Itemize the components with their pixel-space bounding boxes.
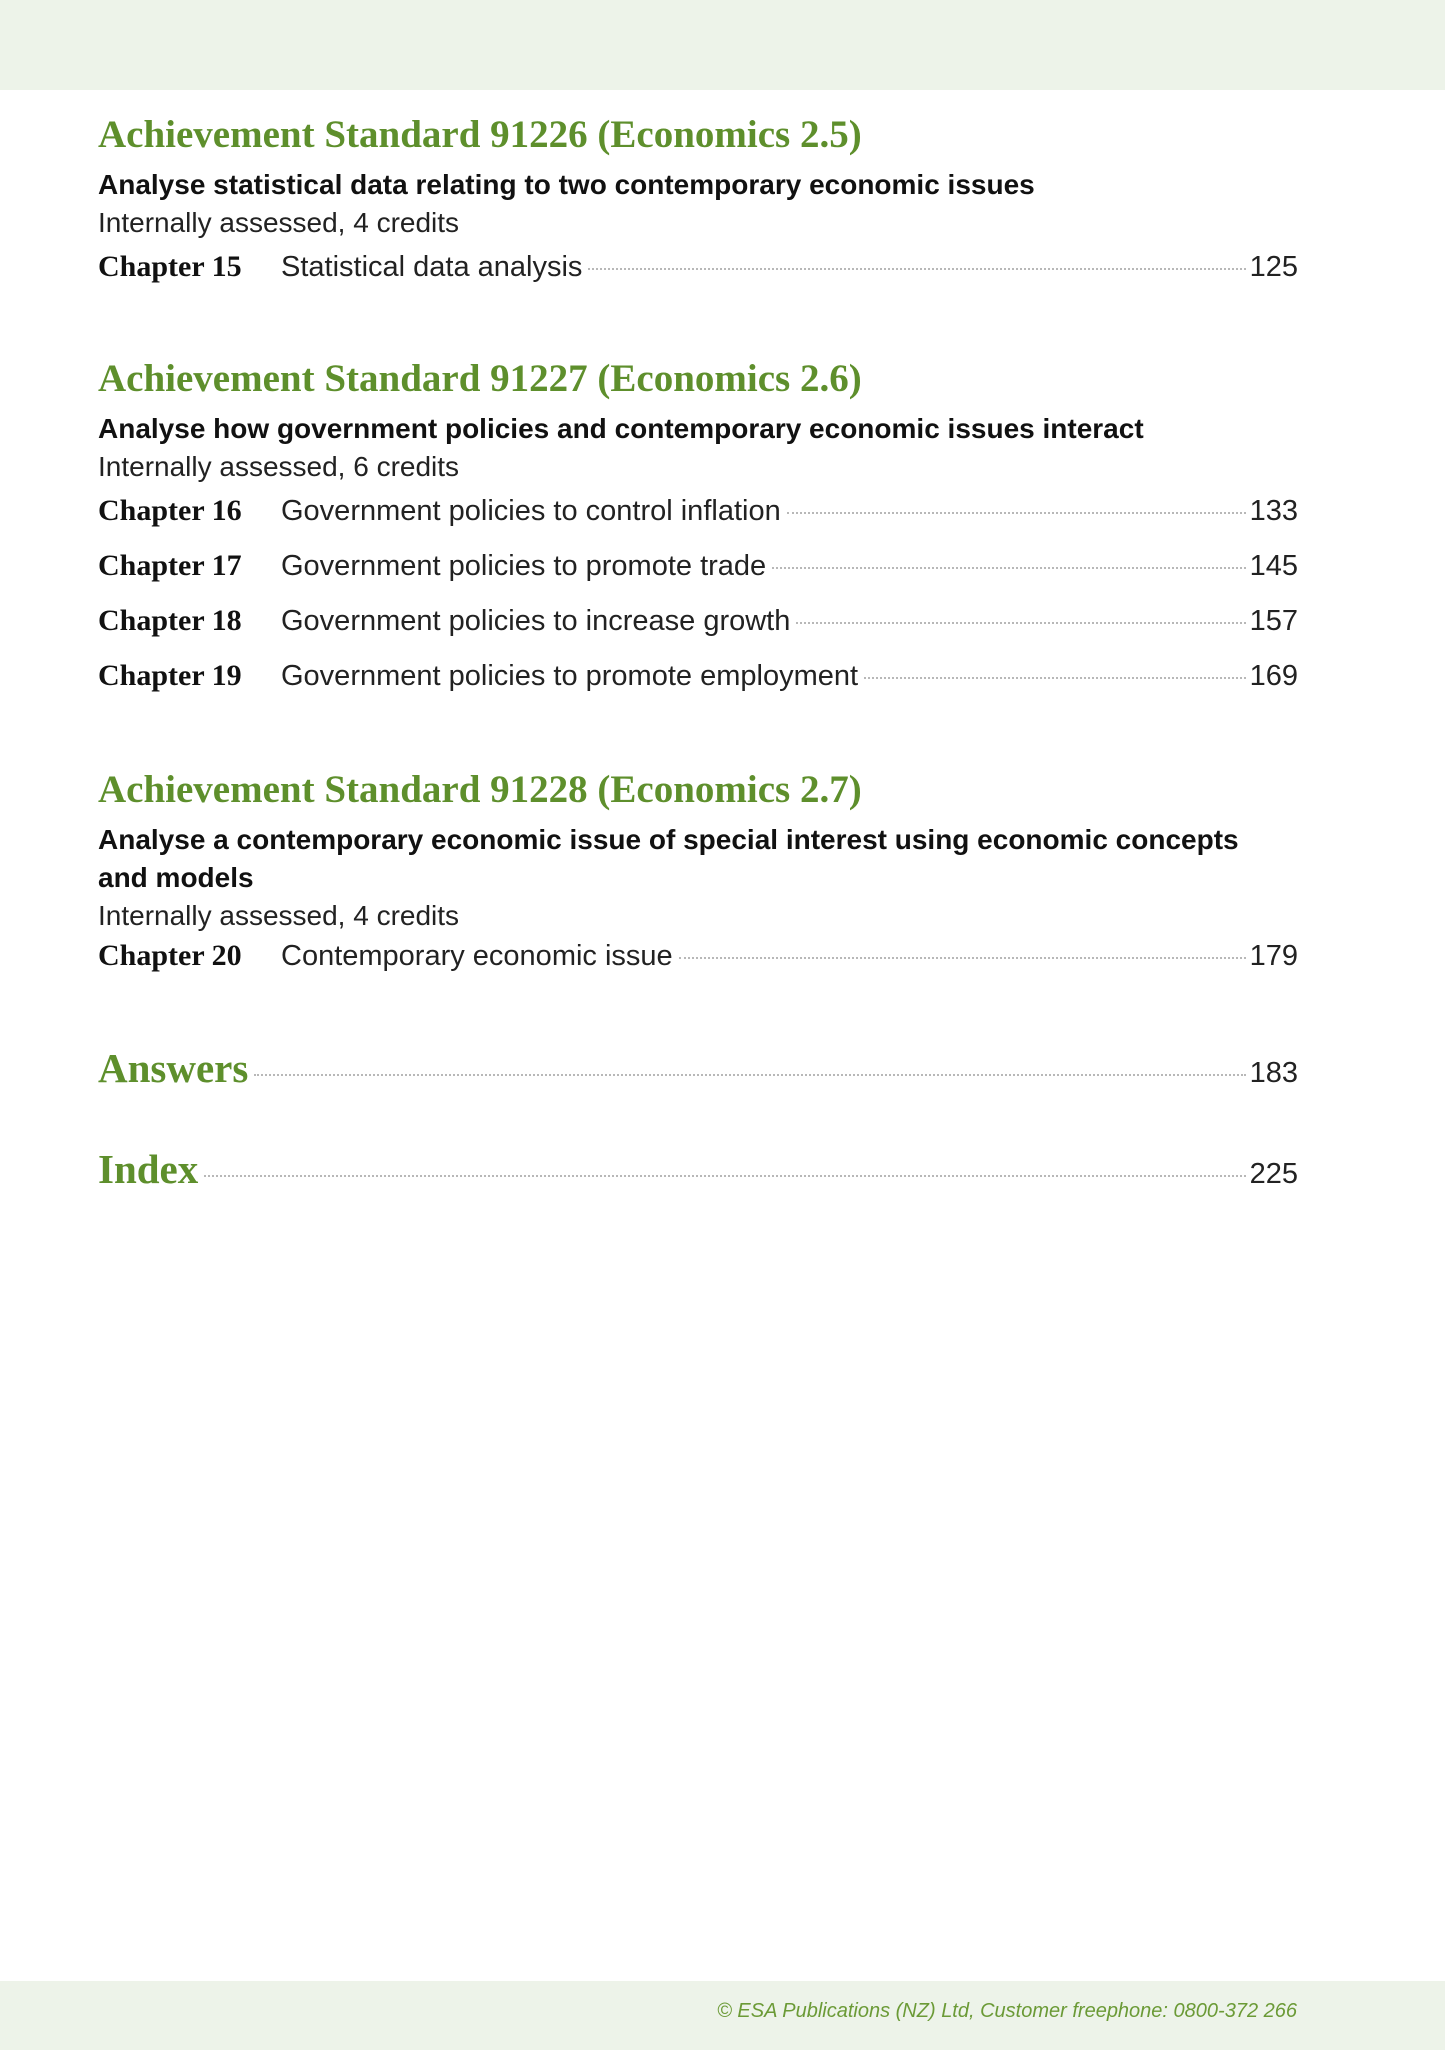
page-number: 179	[1249, 940, 1298, 972]
page-number: 145	[1249, 550, 1298, 582]
toc-entry-answers[interactable]	[98, 1044, 1298, 1092]
section-91226	[98, 112, 1298, 303]
chapter-title[interactable]: Government policies to promote employment	[281, 660, 859, 692]
chapter-label: Chapter 15	[98, 250, 242, 283]
toc-entry-chapter-17[interactable]	[98, 547, 1298, 602]
index-title[interactable]: Index	[98, 1146, 199, 1192]
chapter-label: Chapter 17	[98, 549, 242, 582]
page-number: 157	[1249, 605, 1298, 637]
section-assessment: Internally assessed, 4 credits	[98, 207, 460, 238]
section-assessment: Internally assessed, 4 credits	[98, 900, 460, 931]
chapter-title[interactable]: Government policies to increase growth	[281, 605, 791, 637]
section-description: Analyse statistical data relating to two contemporary economic issues	[98, 169, 1035, 200]
dot-leader	[204, 1175, 1245, 1177]
chapter-title[interactable]: Statistical data analysis	[281, 251, 583, 283]
chapter-label: Chapter 18	[98, 604, 242, 637]
page-number: 225	[1249, 1158, 1298, 1190]
section-title: Achievement Standard 91228 (Economics 2.7)	[98, 768, 862, 811]
dot-leader	[796, 622, 1245, 624]
chapter-title[interactable]: Government policies to control inflation	[281, 495, 781, 527]
dot-leader	[679, 957, 1246, 959]
section-title: Achievement Standard 91226 (Economics 2.5)	[98, 113, 862, 156]
section-91228	[98, 767, 1298, 992]
toc-entry-chapter-20[interactable]	[98, 937, 1298, 992]
toc-entry-chapter-18[interactable]	[98, 602, 1298, 657]
page-number: 125	[1249, 251, 1298, 283]
dot-leader	[864, 677, 1246, 679]
chapter-label: Chapter 20	[98, 939, 242, 972]
dot-leader	[787, 512, 1246, 514]
section-description: Analyse how government policies and contemporary economic issues interact	[98, 413, 1144, 444]
chapter-title[interactable]: Government policies to promote trade	[281, 550, 767, 582]
header-band	[0, 0, 1445, 90]
toc-entry-chapter-16[interactable]	[98, 492, 1298, 547]
toc-entry-chapter-19[interactable]	[98, 657, 1298, 712]
chapter-label: Chapter 16	[98, 494, 242, 527]
footer-copyright: © ESA Publications (NZ) Ltd, Customer freephone: 0800-372 266	[717, 2000, 1297, 2022]
dot-leader	[254, 1074, 1245, 1076]
section-91227	[98, 356, 1298, 712]
answers-title[interactable]: Answers	[98, 1045, 249, 1091]
section-title: Achievement Standard 91227 (Economics 2.6)	[98, 357, 862, 400]
section-assessment: Internally assessed, 6 credits	[98, 451, 460, 482]
dot-leader	[772, 567, 1245, 569]
chapter-label: Chapter 19	[98, 659, 242, 692]
toc-entry-index[interactable]	[98, 1145, 1298, 1193]
section-description: Analyse a contemporary economic issue of special interest using economic concepts and models	[98, 824, 1239, 893]
page-number: 183	[1249, 1057, 1298, 1089]
page-number: 133	[1249, 495, 1298, 527]
page-number: 169	[1249, 660, 1298, 692]
chapter-title[interactable]: Contemporary economic issue	[281, 940, 673, 972]
dot-leader	[588, 268, 1245, 270]
toc-entry-chapter-15[interactable]	[98, 248, 1298, 303]
